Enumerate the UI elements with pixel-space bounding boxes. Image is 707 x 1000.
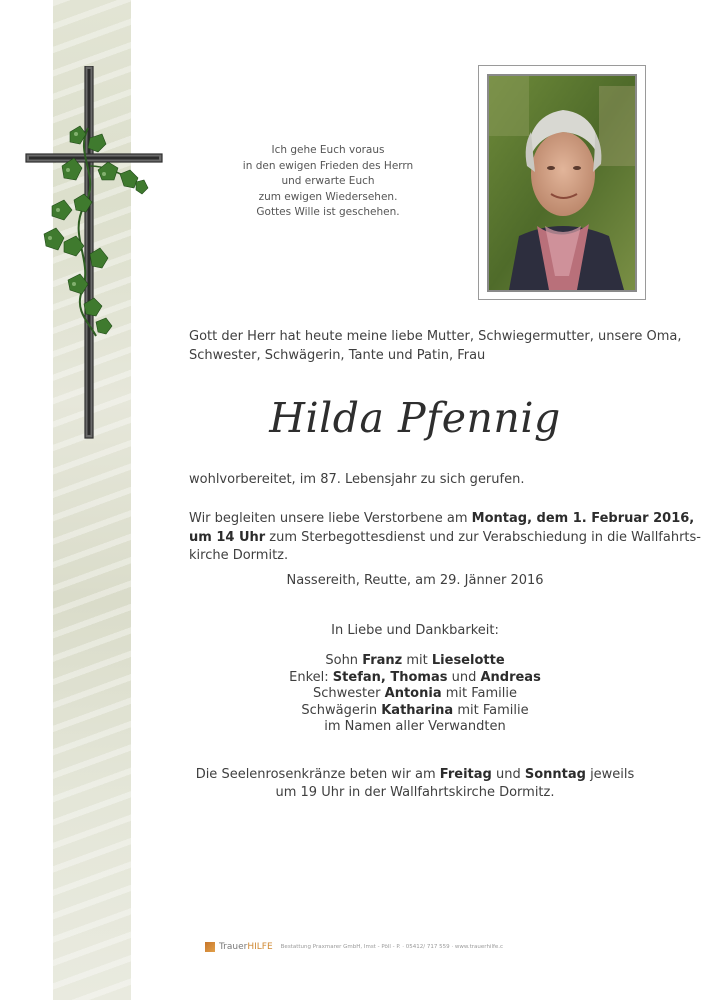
mourner-name: Stefan, Thomas: [332, 669, 448, 685]
mourner-sister-in-law: [150, 703, 680, 720]
logo-text-plain: Trauer: [219, 942, 248, 952]
ceremony-text: Wir begleiten unsere liebe Verstorbene am: [189, 511, 472, 526]
rosary-line-1: [150, 766, 680, 784]
mourner-name: Franz: [362, 653, 403, 668]
mourner-name: Antonia: [384, 686, 442, 701]
rosary-day: Freitag: [439, 767, 492, 782]
mourner-sister: [150, 686, 680, 703]
mourner-text: mit: [402, 653, 432, 668]
verse-line: in den ewigen Frieden des Herrn: [242, 159, 414, 172]
footer-logo-text: [219, 942, 273, 952]
verse-line: Ich gehe Euch voraus: [271, 144, 385, 156]
mourner-name: Katharina: [381, 702, 454, 718]
intro-line: Gott der Herr hat heute meine liebe Mutter, Schwiegermutter, unsere Oma,: [189, 329, 682, 344]
ceremony-line-2: [189, 529, 701, 548]
trauerhilfe-logo-icon: [205, 942, 215, 952]
mourner-text: Schwester: [313, 686, 385, 701]
ceremony-line-1: [189, 510, 695, 529]
rosary-notice: [150, 766, 680, 802]
mourner-relatives: im Namen aller Verwandten: [324, 719, 506, 734]
intro-line: Schwester, Schwägerin, Tante und Patin, Frau: [189, 347, 486, 363]
mourner-text: und: [447, 669, 481, 685]
ceremony-text: zum Sterbegottesdienst und zur Verabschiedung in die Wallfahrts-: [265, 529, 701, 545]
rosary-text: jeweils: [585, 767, 635, 782]
rosary-text: Die Seelenrosenkränze beten wir am: [195, 767, 440, 782]
mourner-text: Sohn: [325, 653, 363, 668]
mourner-name: Lieselotte: [431, 653, 505, 668]
ceremony-date: Montag, dem 1. Februar 2016,: [471, 511, 695, 526]
footer-contact-info: Bestattung Praxmarer GmbH, Imst - Pöll - P. · 05412/ 717 559 · www.trauerhilfe.c: [280, 944, 504, 950]
rosary-line-2: um 19 Uhr in der Wallfahrtskirche Dormitz.: [275, 785, 555, 800]
deceased-name: Hilda Pfennig: [269, 394, 561, 442]
cross-with-ivy-icon: [24, 66, 164, 446]
verse-line: zum ewigen Wiedersehen.: [258, 190, 398, 203]
footer-branding: [205, 940, 503, 954]
mourner-text: mit Familie: [453, 702, 529, 718]
mourners-list: [150, 653, 680, 736]
portrait-frame: [478, 65, 646, 300]
ceremony-time: um 14 Uhr: [189, 529, 266, 545]
logo-text-accent: HILFE: [247, 942, 273, 952]
memorial-verse: [228, 143, 428, 221]
mourner-son: [150, 653, 680, 670]
rosary-day: Sonntag: [524, 767, 586, 782]
place-and-date: Nassereith, Reutte, am 29. Jänner 2016: [286, 573, 544, 588]
mourner-text: Schwägerin: [301, 702, 382, 718]
verse-line: und erwarte Euch: [281, 175, 375, 187]
mourner-text: mit Familie: [441, 686, 517, 701]
ceremony-line-3: kirche Dormitz.: [189, 548, 289, 563]
ceremony-details: [189, 510, 701, 566]
age-statement: wohlvorbereitet, im 87. Lebensjahr zu sich gerufen.: [189, 472, 525, 487]
portrait-image: [489, 76, 635, 290]
announcement-intro: [189, 328, 682, 365]
verse-line: Gottes Wille ist geschehen.: [256, 206, 400, 218]
rosary-text: und: [491, 767, 525, 782]
mourner-name: Andreas: [480, 669, 541, 685]
mourner-text: Enkel:: [289, 669, 333, 685]
portrait-photo: [487, 74, 637, 292]
thanks-heading: In Liebe und Dankbarkeit:: [331, 623, 499, 638]
mourner-grandchildren: [150, 670, 680, 687]
